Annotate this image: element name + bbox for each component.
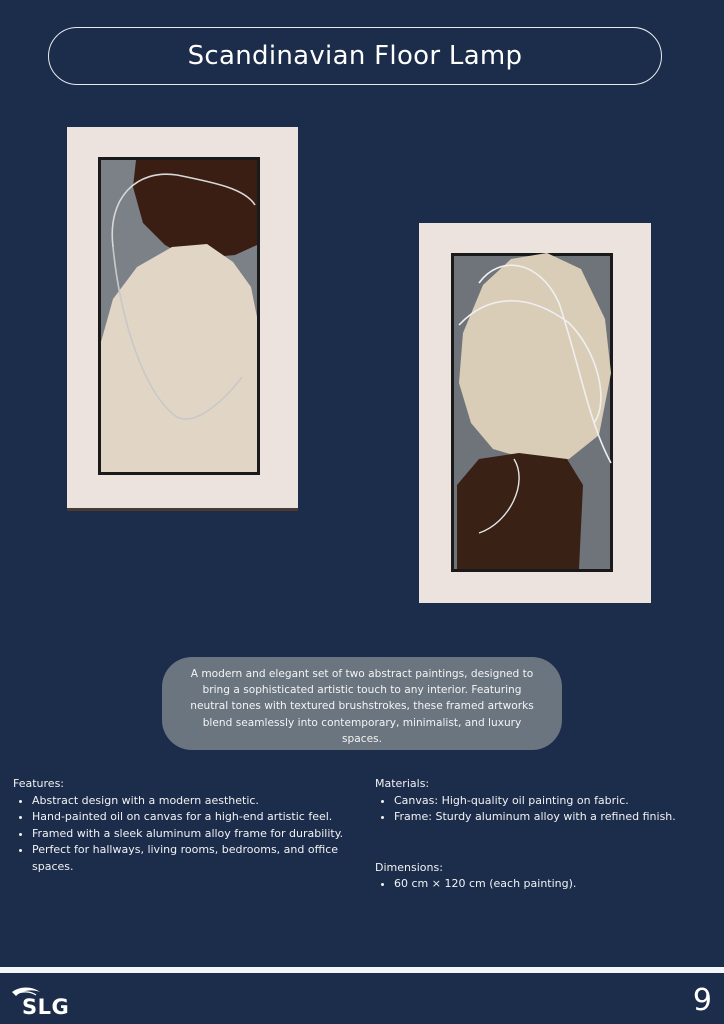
materials-section xyxy=(375,776,715,893)
description-text: A modern and elegant set of two abstract paintings, designed to bring a sophisticated artistic touch to any interior. Featuring neutral tones with textured brushstrokes, these framed artworks blend seamlessly into contemporary, minimalist, and luxury spaces. xyxy=(190,668,534,745)
features-heading: Features: xyxy=(13,777,65,790)
dimensions-item: • 60 cm × 120 cm (each painting). xyxy=(394,876,715,893)
features-list xyxy=(13,793,363,876)
footer-divider xyxy=(0,967,724,973)
dimensions-list xyxy=(375,876,715,893)
page-title: Scandinavian Floor Lamp xyxy=(187,41,523,71)
features-section xyxy=(13,776,363,875)
painting-left-image xyxy=(67,127,298,511)
materials-item: • Frame: Sturdy aluminum alloy with a refined finish. xyxy=(394,809,715,826)
materials-list xyxy=(375,793,715,826)
page-title-box xyxy=(48,27,662,85)
page-number: 9 xyxy=(692,983,712,1018)
features-item: • Hand-painted oil on canvas for a high-end artistic feel. xyxy=(32,809,363,826)
dimensions-section xyxy=(375,860,715,893)
features-item: • Perfect for hallways, living rooms, bedrooms, and office spaces. xyxy=(32,842,363,875)
materials-heading: Materials: xyxy=(375,777,430,790)
materials-item: • Canvas: High-quality oil painting on fabric. xyxy=(394,793,715,810)
description-box xyxy=(162,657,562,750)
painting-right-image xyxy=(419,223,651,603)
logo-text: SLG xyxy=(22,995,70,1019)
painting-left xyxy=(67,127,298,511)
dimensions-heading: Dimensions: xyxy=(375,860,443,874)
features-item: • Framed with a sleek aluminum alloy frame for durability. xyxy=(32,826,363,843)
features-item: • Abstract design with a modern aesthetic. xyxy=(32,793,363,810)
painting-right xyxy=(419,223,651,603)
